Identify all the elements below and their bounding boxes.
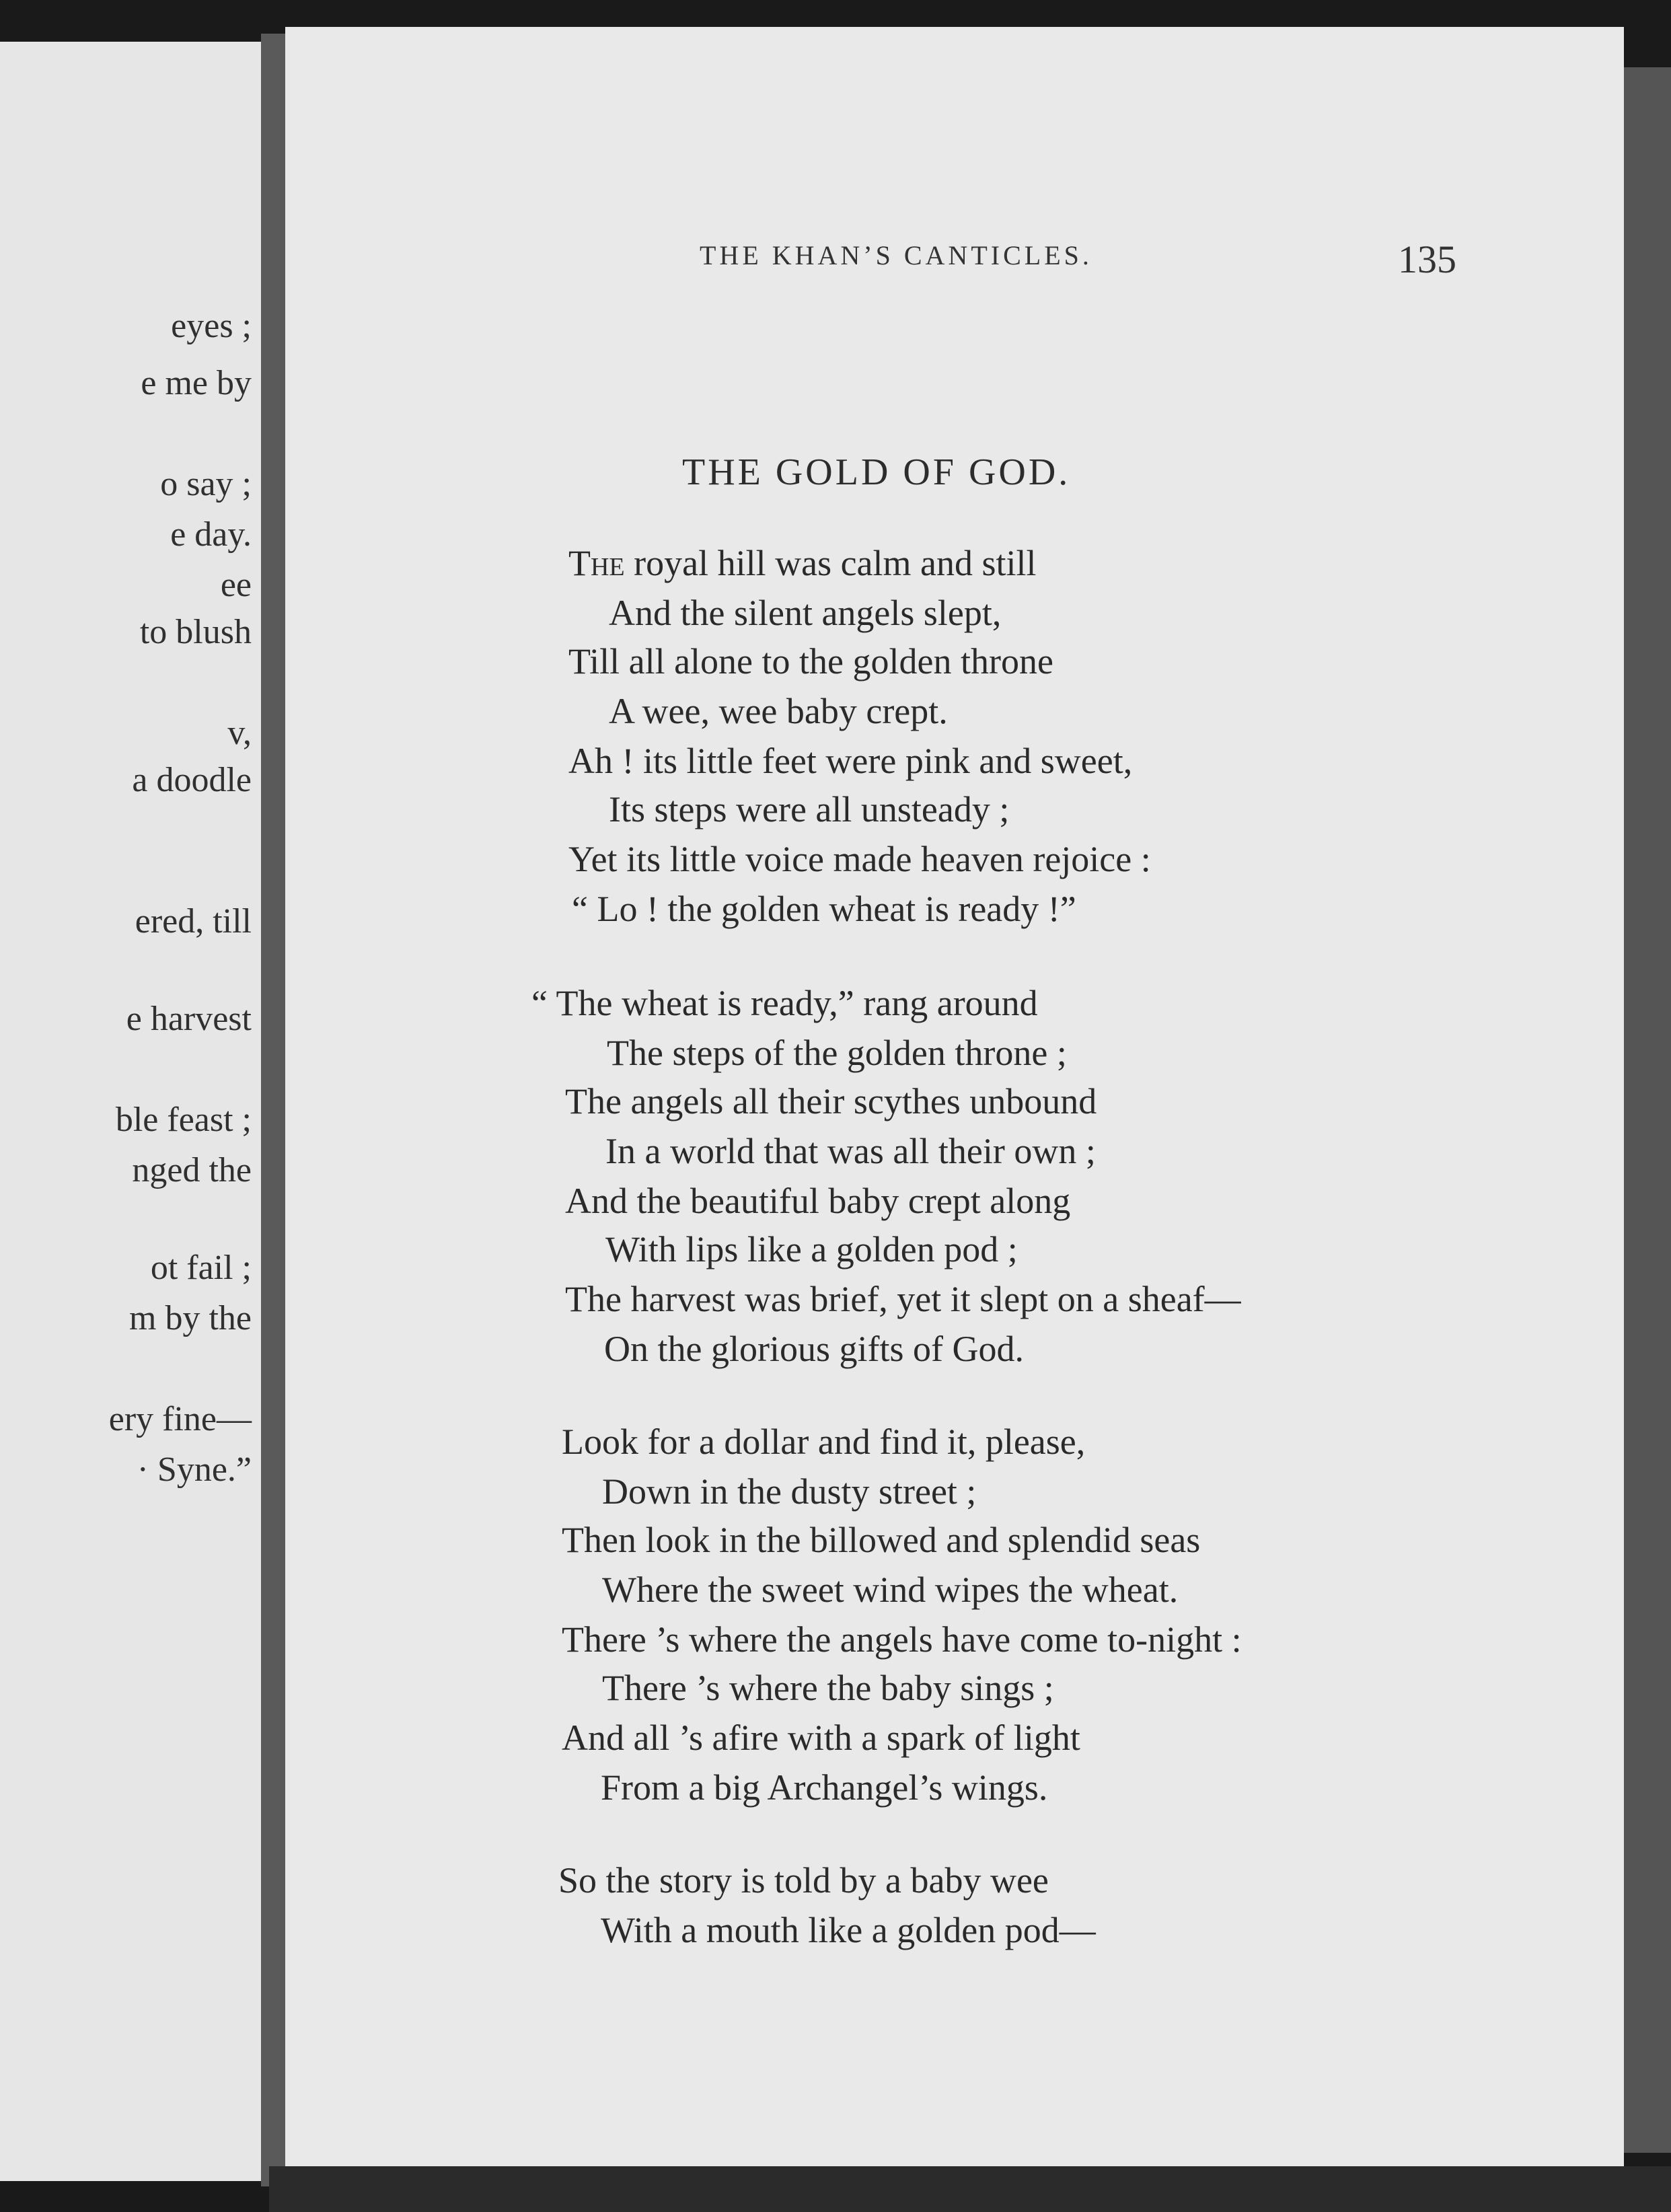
left-page-line: ery fine—: [108, 1400, 252, 1438]
poem-line: In a world that was all their own ;: [605, 1131, 1096, 1171]
poem-line: Yet its little voice made heaven rejoice :: [568, 839, 1151, 879]
drop-word: The: [568, 543, 625, 583]
poem-line: From a big Archangel’s wings.: [601, 1767, 1048, 1808]
poem-line: Look for a dollar and find it, please,: [562, 1422, 1086, 1462]
left-page-line: ot fail ;: [150, 1249, 252, 1287]
poem-line: Its steps were all unsteady ;: [609, 789, 1010, 830]
left-page-line: e me by: [141, 364, 252, 402]
poem-line: [568, 542, 1037, 584]
poem-line: On the glorious gifts of God.: [604, 1329, 1024, 1369]
page-bottom-edge: [269, 2166, 1671, 2212]
poem-line: A wee, wee baby crept.: [609, 691, 948, 731]
left-page-line: eyes ;: [171, 307, 252, 345]
left-page-line: ered, till: [135, 902, 252, 941]
left-page-line: v,: [227, 714, 252, 752]
poem-line: So the story is told by a baby wee: [558, 1860, 1049, 1901]
poem-line: Down in the dusty street ;: [602, 1471, 977, 1512]
left-page-line: a doodle: [132, 761, 252, 799]
left-page-line: e harvest: [126, 1000, 252, 1038]
left-page-line: to blush: [139, 613, 252, 651]
poem-line: And all ’s afire with a spark of light: [562, 1718, 1080, 1758]
book-gutter: [261, 34, 285, 2186]
poem-line: Then look in the billowed and splendid seas: [562, 1520, 1201, 1560]
poem-line: Ah ! its little feet were pink and sweet,: [568, 741, 1133, 781]
left-page-line: ee: [220, 566, 252, 604]
poem-line: The harvest was brief, yet it slept on a sheaf—: [565, 1279, 1241, 1319]
line-text: royal hill was calm and still: [624, 543, 1037, 583]
poem-line: Where the sweet wind wipes the wheat.: [602, 1570, 1179, 1610]
facing-page-left: [0, 42, 261, 2181]
page-number: 135: [1398, 237, 1456, 281]
page-edge-right: [1624, 67, 1671, 2153]
poem-line: There ’s where the angels have come to-night :: [562, 1619, 1242, 1660]
poem-line: “ The wheat is ready,” rang around: [531, 983, 1038, 1023]
poem-line: Till all alone to the golden throne: [568, 641, 1053, 681]
left-page-line: nged the: [132, 1151, 252, 1189]
poem-line: “ Lo ! the golden wheat is ready !”: [572, 889, 1076, 929]
left-page-line: ble feast ;: [115, 1101, 252, 1139]
poem-line: There ’s where the baby sings ;: [602, 1668, 1054, 1708]
poem-line: The steps of the golden throne ;: [607, 1033, 1067, 1073]
left-page-line: e day.: [170, 515, 252, 554]
left-page-line: · Syne.”: [137, 1450, 252, 1489]
poem-title: THE GOLD OF GOD.: [682, 451, 1071, 493]
poem-line: With lips like a golden pod ;: [605, 1229, 1018, 1269]
poem-line: And the beautiful baby crept along: [565, 1181, 1071, 1221]
poem-line: The angels all their scythes unbound: [565, 1081, 1097, 1121]
left-page-line: o say ;: [160, 465, 252, 503]
running-head: THE KHAN’S CANTICLES.: [700, 240, 1092, 270]
left-page-line: m by the: [129, 1299, 252, 1337]
poem-line: With a mouth like a golden pod—: [601, 1910, 1096, 1950]
poem-line: And the silent angels slept,: [609, 593, 1002, 633]
